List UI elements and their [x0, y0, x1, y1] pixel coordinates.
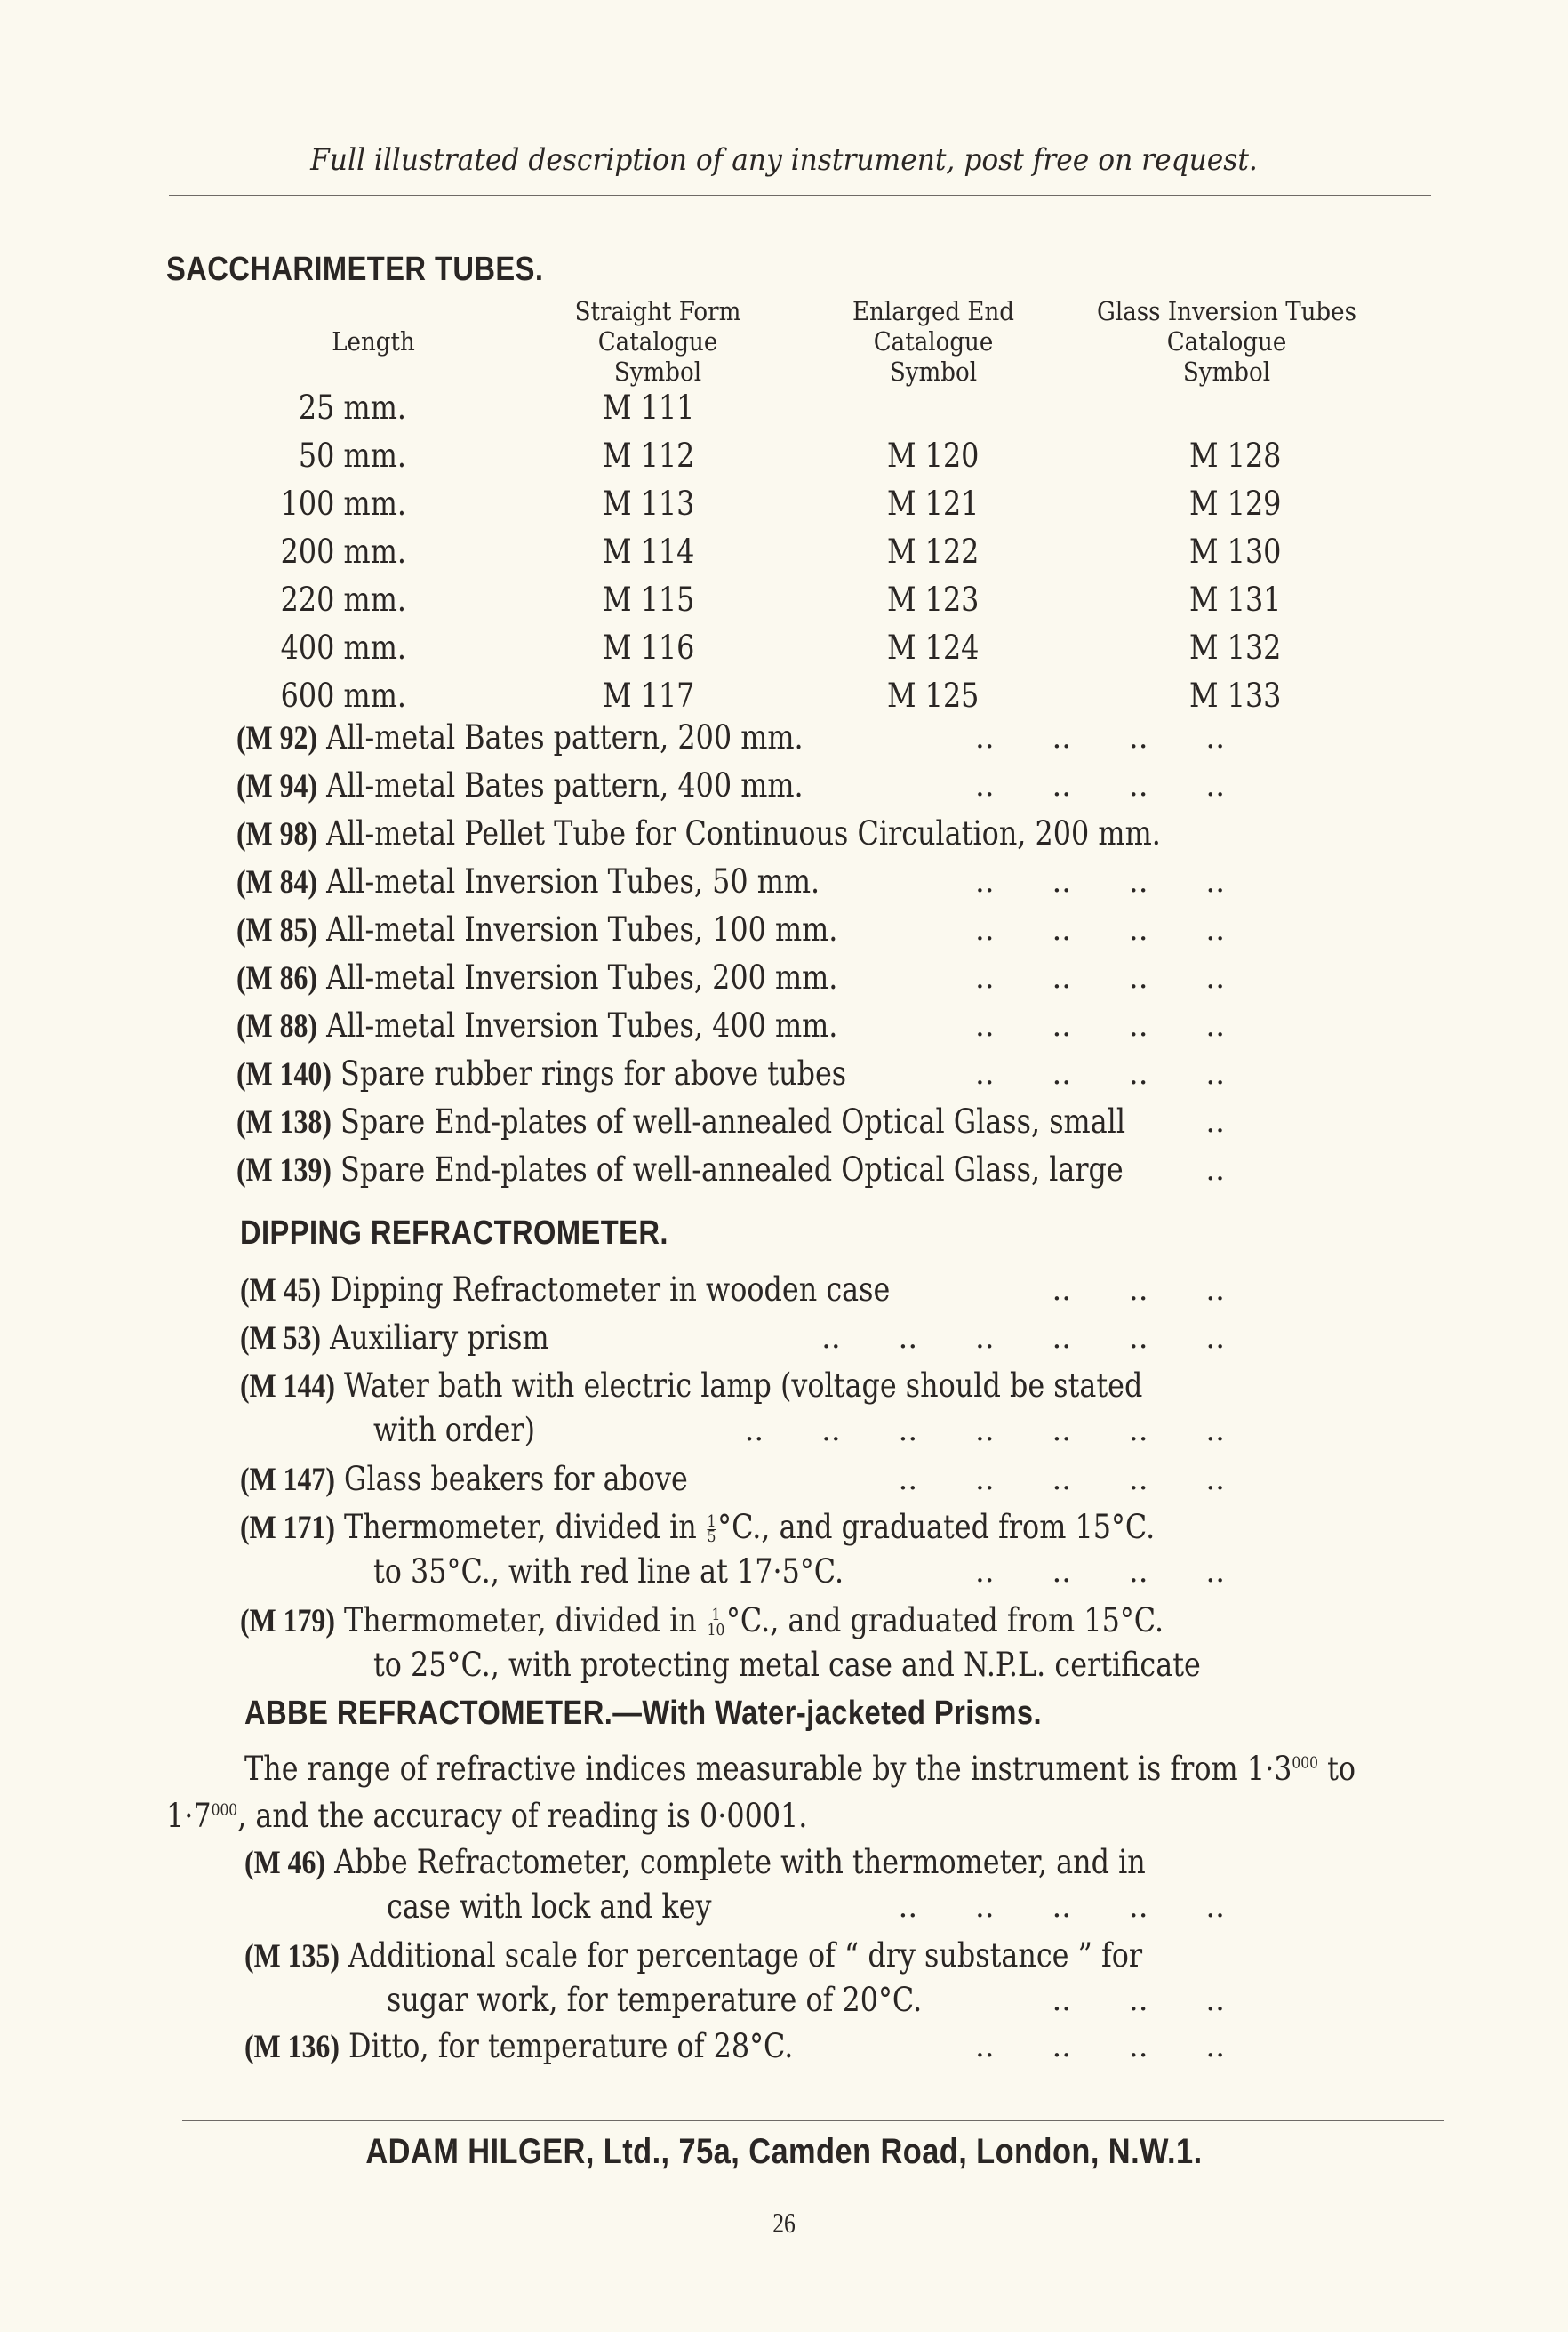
top-rule [169, 195, 1431, 196]
leader-dots: .. .. .. .. [975, 768, 1225, 804]
fraction-numerator: 1 [708, 1608, 725, 1623]
catalogue-item [236, 720, 804, 757]
cell-length: 400 mm. [280, 629, 406, 667]
header-line: Glass Inversion Tubes [1097, 296, 1356, 326]
item-description: Ditto, for temperature of 28°C. [348, 2027, 794, 2065]
fraction-denominator: 10 [707, 1621, 725, 1639]
fraction-numerator: 1 [707, 1512, 716, 1531]
catalogue-item [236, 816, 1161, 853]
catalogue-code: (M 147) [240, 1462, 335, 1498]
catalogue-item [236, 1008, 837, 1045]
item-description: Glass beakers for above [344, 1460, 688, 1498]
cell-enlarged-end: M 123 [887, 581, 980, 619]
fraction [707, 1512, 716, 1546]
catalogue-item [236, 1104, 1125, 1141]
item-description: Spare End-plates of well-annealed Optical Glass, large [340, 1150, 1124, 1189]
catalogue-item [240, 1510, 1155, 1546]
item-description: Auxiliary prism [330, 1318, 549, 1357]
column-header-enlarged-end [821, 296, 1045, 387]
catalogue-item [240, 1320, 549, 1357]
catalogue-code: (M 46) [244, 1845, 326, 1881]
superscript: 000 [1292, 1753, 1318, 1773]
item-description: Thermometer, divided in [344, 1601, 706, 1639]
cell-straight-form: M 111 [603, 389, 695, 427]
cell-length: 220 mm. [280, 581, 406, 619]
catalogue-item [236, 864, 820, 901]
abbe-paragraph-line-1 [244, 1750, 1356, 1788]
cell-enlarged-end: M 125 [887, 677, 980, 715]
paragraph-text: , and the accuracy of reading is 0·0001. [237, 1797, 808, 1835]
leader-dots: .. .. .. .. [975, 2029, 1225, 2064]
item-description: Additional scale for percentage of “ dry substance ” for [348, 1936, 1143, 1975]
leader-dots: .. .. .. [1052, 1983, 1225, 2018]
item-description-continued: case with lock and key [387, 1887, 712, 1926]
cell-glass-inversion: M 132 [1189, 629, 1282, 667]
header-line: Enlarged End [852, 296, 1014, 326]
catalogue-item [240, 1462, 688, 1498]
bottom-rule [182, 2120, 1444, 2121]
section-heading-dipping: DIPPING REFRACTROMETER. [240, 1214, 668, 1252]
leader-dots: .. .. .. .. [975, 1056, 1225, 1092]
item-description: All-metal Bates pattern, 400 mm. [326, 766, 804, 805]
header-line: Symbol [1182, 357, 1271, 387]
cell-enlarged-end: M 122 [887, 533, 980, 571]
item-description: Spare rubber rings for above tubes [340, 1054, 847, 1093]
cell-straight-form: M 116 [603, 629, 695, 667]
item-description: All-metal Inversion Tubes, 100 mm. [326, 910, 838, 949]
item-description-continued: to 25°C., with protecting metal case and N.P.L. certificate [373, 1646, 1201, 1684]
item-description: All-metal Pellet Tube for Continuous Circulation, 200 mm. [326, 814, 1161, 853]
catalogue-code: (M 84) [236, 864, 318, 901]
cell-length: 200 mm. [280, 533, 406, 571]
cell-enlarged-end: M 121 [887, 485, 980, 523]
paragraph-text: 1·7 [166, 1797, 212, 1835]
item-description: All-metal Inversion Tubes, 50 mm. [326, 862, 820, 901]
leader-dots: .. .. .. [1052, 1272, 1225, 1308]
cell-length: 100 mm. [280, 485, 406, 523]
leader-dots: .. .. .. .. .. .. .. [744, 1413, 1225, 1448]
fraction [708, 1608, 725, 1638]
catalogue-code: (M 53) [240, 1320, 322, 1357]
catalogue-code: (M 135) [244, 1938, 340, 1975]
catalogue-code: (M 88) [236, 1008, 318, 1045]
item-description-continued: with order) [373, 1411, 536, 1449]
column-header-straight-form [546, 296, 770, 387]
catalogue-item [236, 912, 837, 949]
catalogue-code: (M 85) [236, 912, 318, 949]
catalogue-code: (M 140) [236, 1056, 332, 1093]
superscript: 000 [211, 1800, 238, 1820]
fraction-denominator: 5 [707, 1527, 716, 1546]
cell-length: 25 mm. [298, 389, 406, 427]
cell-glass-inversion: M 128 [1189, 437, 1282, 475]
cell-glass-inversion: M 133 [1189, 677, 1282, 715]
catalogue-item [244, 1845, 1146, 1881]
item-description: °C., and graduated from 15°C. [717, 1508, 1156, 1546]
item-description: All-metal Inversion Tubes, 400 mm. [326, 1006, 838, 1045]
item-description: Spare End-plates of well-annealed Optical Glass, small [340, 1102, 1126, 1141]
cell-glass-inversion: M 131 [1189, 581, 1282, 619]
catalogue-code: (M 86) [236, 960, 318, 997]
cell-straight-form: M 115 [603, 581, 695, 619]
leader-dots: .. .. .. .. .. [898, 1889, 1225, 1925]
cell-enlarged-end: M 124 [887, 629, 980, 667]
catalogue-code: (M 138) [236, 1104, 332, 1141]
header-line: Straight Form [574, 296, 741, 326]
leader-dots: .. .. .. .. [975, 864, 1225, 900]
catalogue-item [244, 1938, 1142, 1975]
column-header-length: Length [332, 326, 415, 357]
leader-dots: .. .. .. .. [975, 1008, 1225, 1044]
catalogue-item [236, 960, 837, 997]
column-header-glass-inversion [1091, 296, 1363, 387]
item-description: Water bath with electric lamp (voltage should be stated [344, 1366, 1143, 1405]
item-description: Abbe Refractometer, complete with thermometer, and in [334, 1843, 1146, 1881]
item-description: °C., and graduated from 15°C. [726, 1601, 1164, 1639]
leader-dots: .. .. .. .. [975, 720, 1225, 756]
leader-dots: .. .. .. .. [975, 912, 1225, 948]
catalogue-code: (M 92) [236, 720, 318, 757]
catalogue-item [240, 1272, 890, 1309]
cell-enlarged-end: M 120 [887, 437, 980, 475]
item-description: Dipping Refractometer in wooden case [330, 1270, 891, 1309]
header-line: Symbol [889, 357, 978, 387]
leader-dots: .. [1205, 1152, 1225, 1188]
item-description: Thermometer, divided in [344, 1508, 706, 1546]
catalogue-item [236, 768, 804, 805]
cell-straight-form: M 113 [603, 485, 695, 523]
catalogue-code: (M 179) [240, 1603, 335, 1639]
item-description: All-metal Bates pattern, 200 mm. [326, 718, 804, 757]
leader-dots: .. .. .. .. .. [898, 1462, 1225, 1497]
header-line: Catalogue [873, 326, 994, 357]
header-note: Full illustrated description of any instrument, post free on request. [310, 142, 1258, 178]
catalogue-code: (M 139) [236, 1152, 332, 1189]
catalogue-code: (M 136) [244, 2029, 340, 2065]
section-heading-saccharimeter: SACCHARIMETER TUBES. [166, 251, 544, 288]
catalogue-item [236, 1152, 1124, 1189]
header-line: Catalogue [597, 326, 718, 357]
catalogue-code: (M 144) [240, 1368, 335, 1405]
cell-straight-form: M 117 [603, 677, 695, 715]
catalogue-code: (M 98) [236, 816, 318, 853]
paragraph-text: to [1317, 1750, 1356, 1788]
section-heading-abbe: ABBE REFRACTOMETER.—With Water-jacketed Prisms. [244, 1695, 1042, 1732]
leader-dots: .. .. .. .. .. .. [821, 1320, 1225, 1356]
abbe-paragraph-line-2 [166, 1797, 807, 1835]
catalogue-item [240, 1603, 1164, 1639]
item-description-continued: sugar work, for temperature of 20°C. [387, 1981, 923, 2019]
leader-dots: .. .. .. .. [975, 960, 1225, 996]
header-line: Symbol [613, 357, 702, 387]
paragraph-text: The range of refractive indices measurable by the instrument is from 1·3 [244, 1750, 1292, 1788]
cell-glass-inversion: M 129 [1189, 485, 1282, 523]
footer-address: ADAM HILGER, Ltd., 75a, Camden Road, London, N.W.1. [365, 2132, 1203, 2171]
cell-length: 50 mm. [298, 437, 406, 475]
item-description-continued: to 35°C., with red line at 17·5°C. [373, 1552, 844, 1591]
cell-straight-form: M 112 [603, 437, 695, 475]
leader-dots: .. .. .. .. [975, 1554, 1225, 1590]
catalogue-code: (M 94) [236, 768, 318, 805]
header-line: Catalogue [1166, 326, 1287, 357]
catalogue-item [236, 1056, 846, 1093]
cell-glass-inversion: M 130 [1189, 533, 1282, 571]
catalogue-code: (M 45) [240, 1272, 322, 1309]
catalogue-item [244, 2029, 793, 2065]
cell-straight-form: M 114 [603, 533, 695, 571]
leader-dots: .. [1205, 1104, 1225, 1140]
page-number: 26 [772, 2207, 796, 2239]
catalogue-code: (M 171) [240, 1510, 335, 1546]
catalogue-item [240, 1368, 1142, 1405]
item-description: All-metal Inversion Tubes, 200 mm. [326, 958, 838, 997]
cell-length: 600 mm. [280, 677, 406, 715]
